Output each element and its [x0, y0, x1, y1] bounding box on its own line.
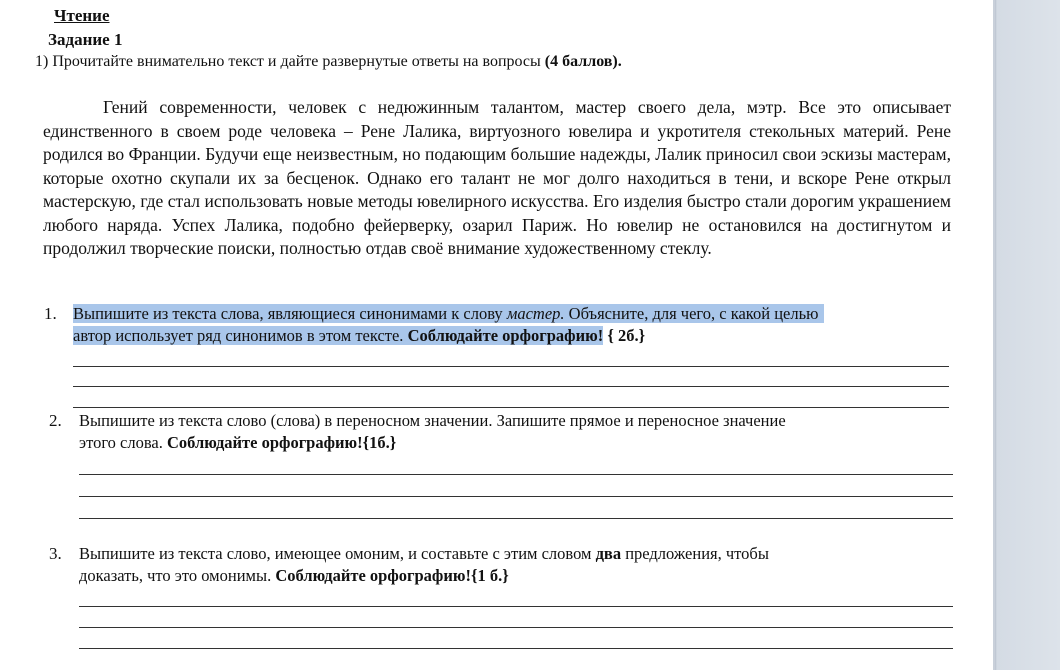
question-1-line-1: Выпишите из текста слова, являющиеся синонимами к слову мастер. Объясните, для чего, с какой целью — [73, 304, 824, 323]
window-background — [995, 0, 1060, 670]
question-3-text[interactable]: Выпишите из текста слово, имеющее омоним, и составьте с этим словом два предложения, чтобы доказать, что это омонимы. Соблюдайте орфографию!{1 б.} — [79, 544, 769, 585]
answer-line[interactable] — [79, 518, 953, 519]
question-3-number: 3. — [49, 544, 62, 563]
answer-line[interactable] — [73, 407, 949, 408]
task-title: Задание 1 — [48, 30, 123, 49]
instruction-points: (4 баллов). — [544, 53, 622, 70]
answer-line[interactable] — [79, 606, 953, 607]
answer-line[interactable] — [79, 648, 953, 649]
question-2-number: 2. — [49, 411, 62, 430]
answer-line[interactable] — [73, 386, 949, 387]
question-1-line-2: автор использует ряд синонимов в этом тексте. Соблюдайте орфографию! — [73, 326, 604, 345]
question-2-text[interactable]: Выпишите из текста слово (слова) в переносном значении. Запишите прямое и переносное значение этого слова. Соблюдайте орфографию!{1б.} — [79, 411, 786, 452]
answer-line[interactable] — [79, 496, 953, 497]
question-1-points: { 2б.} — [603, 326, 646, 345]
question-1-keyword: мастер. — [506, 304, 565, 323]
question-1-number: 1. — [44, 304, 57, 323]
answer-line[interactable] — [73, 366, 949, 367]
answer-line[interactable] — [79, 474, 953, 475]
reading-passage: Гений современности, человек с недюжинным талантом, мастер своего дела, мэтр. Все это описывает единственного в своем роде человека – Рене Лалика, виртуозного ювелира и укротителя стекольных материй. Рене родился во Франции. Будучи еще неизвестным, но подающим большие надежды, Лалик приносил свои эскизы мастерам, которые охотно скупали их за бесценок. Однако его талант не мог долго находиться в тени, и вскоре Рене открыл мастерскую, где стал использовать новые методы ювелирного искусства. Его изделия быстро стали дорогим украшением любого наряда. Успех Лалика, подобно фейерверку, озарил Париж. Но ювелир не остановился на достигнутом и продолжил творческие поиски, полностью отдав своё внимание художественному стеклу. — [43, 97, 951, 258]
instruction-text: 1) Прочитайте внимательно текст и дайте развернутые ответы на вопросы — [35, 53, 541, 70]
section-title: Чтение — [54, 6, 110, 25]
instruction — [35, 53, 622, 71]
question-1-text[interactable] — [73, 303, 824, 347]
answer-line[interactable] — [79, 627, 953, 628]
